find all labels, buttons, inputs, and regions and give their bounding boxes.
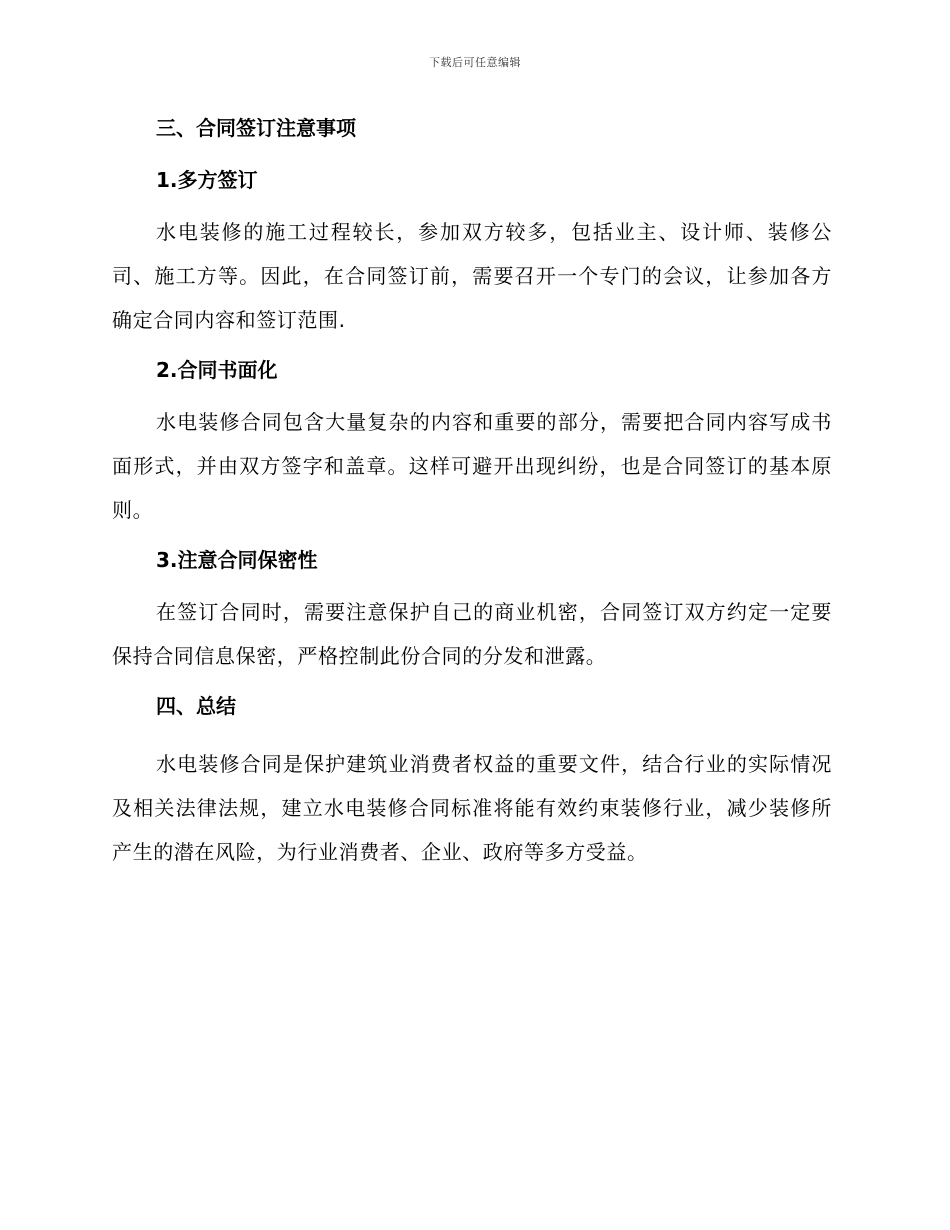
paragraph-confidentiality: 在签订合同时，需要注意保护自己的商业机密，合同签订双方约定一定要保持合同信息保密，严格控制此份合同的分发和泄露。 [112,600,832,668]
header-note: 下载后可任意编辑 [429,56,521,69]
document-body [112,112,832,886]
subheading-confidentiality: 3.注意合同保密性 [156,548,318,572]
subheading-multi-party: 1.多方签订 [156,168,258,192]
paragraph-multi-party: 水电装修的施工过程较长，参加双方较多，包括业主、设计师、装修公司、施工方等。因此，在合同签订前，需要召开一个专门的会议，让参加各方确定合同内容和签订范围. [112,220,832,332]
section-heading-contract-notes: 三、合同签订注意事项 [156,116,356,140]
paragraph-summary: 水电装修合同是保护建筑业消费者权益的重要文件，结合行业的实际情况及相关法律法规，建立水电装修合同标准将能有效约束装修行业，减少装修所产生的潜在风险，为行业消费者、企业、政府等多方受益。 [112,752,832,864]
section-heading-summary: 四、总结 [156,694,236,718]
paragraph-written-contract: 水电装修合同包含大量复杂的内容和重要的部分，需要把合同内容写成书面形式，并由双方签字和盖章。这样可避开出现纠纷，也是合同签订的基本原则。 [112,410,832,522]
subheading-written-contract: 2.合同书面化 [156,358,278,382]
